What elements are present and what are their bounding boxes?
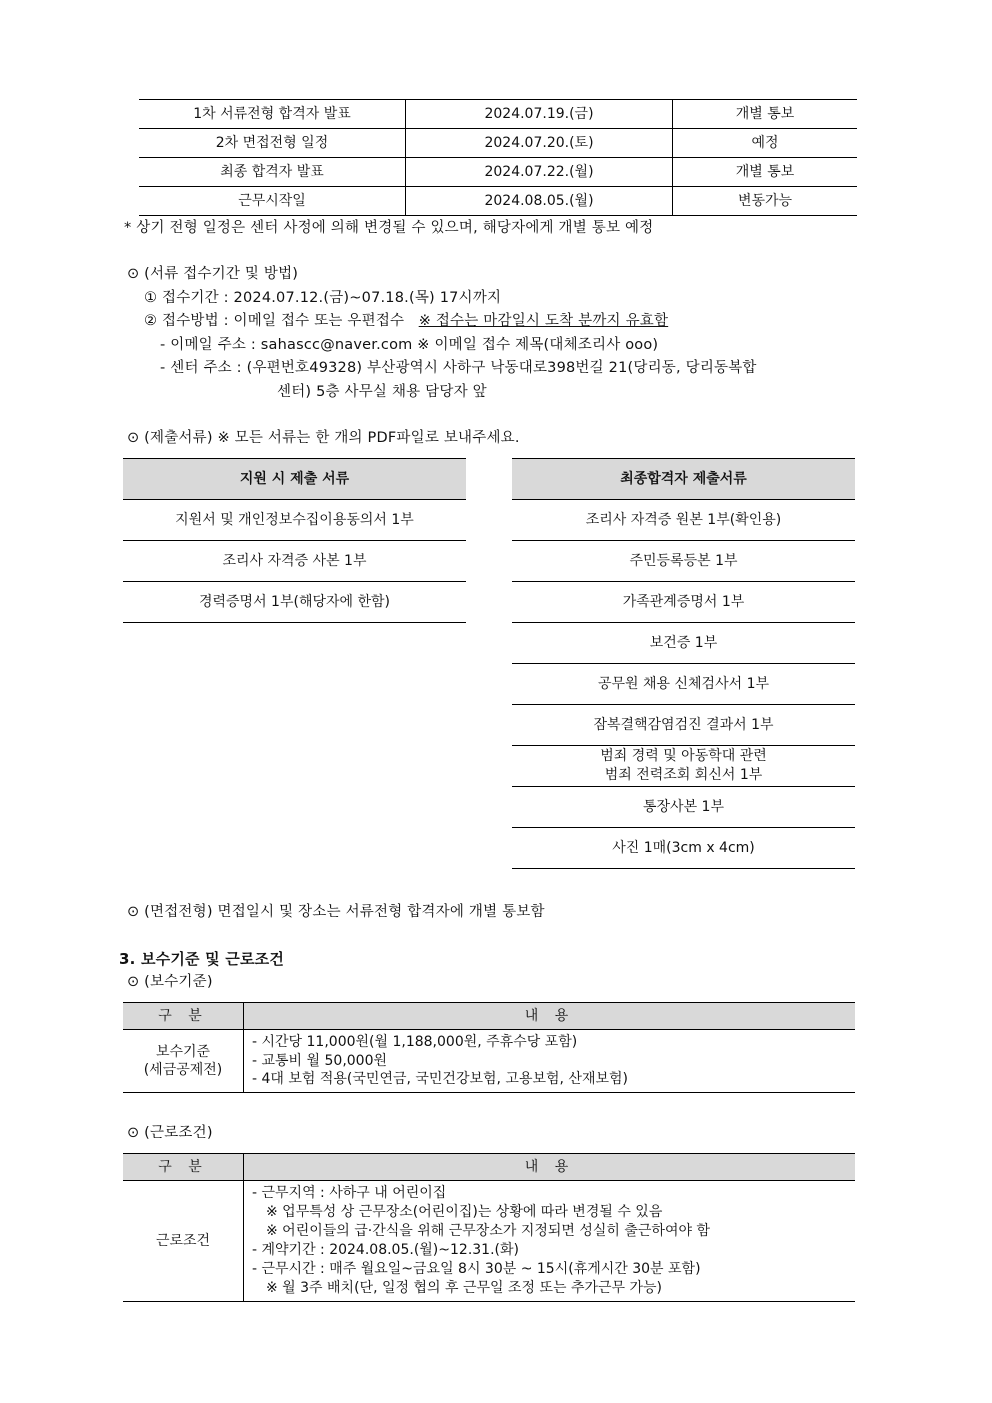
list-item: 조리사 자격증 원본 1부(확인용) xyxy=(512,500,855,541)
pay-category xyxy=(123,1030,244,1093)
list-item: 가족관계증명서 1부 xyxy=(512,582,855,623)
list-item xyxy=(512,746,855,787)
section-title: 3. 보수기준 및 근로조건 xyxy=(119,950,285,968)
schedule-step: 1차 서류전형 합격자 발표 xyxy=(139,100,406,129)
pay-item: - 4대 보험 적용(국민연금, 국민건강보험, 고용보험, 산재보험) xyxy=(252,1071,628,1088)
schedule-step: 2차 면접전형 일정 xyxy=(139,129,406,158)
schedule-footnote: * 상기 전형 일정은 센터 사정에 의해 변경될 수 있으며, 해당자에게 개별 통보 예정 xyxy=(124,220,654,236)
work-content xyxy=(244,1181,856,1302)
schedule-date: 2024.07.22.(월) xyxy=(406,158,673,187)
schedule-date: 2024.07.20.(토) xyxy=(406,129,673,158)
final-documents-list xyxy=(512,458,855,869)
pay-category-line: (세금공제전) xyxy=(143,1062,223,1078)
work-table xyxy=(123,1153,855,1302)
col-content: 내 용 xyxy=(244,1154,856,1181)
application-method-line xyxy=(144,312,668,331)
application-address-1: - 센터 주소 : (우편번호49328) 부산광역시 사하구 낙동대로398번길 21(당리동, 당리동복합 xyxy=(160,360,757,376)
work-item: - 계약기간 : 2024.08.05.(월)~12.31.(화) xyxy=(252,1242,519,1258)
documents-heading: ⊙ (제출서류) ※ 모든 서류는 한 개의 PDF파일로 보내주세요. xyxy=(127,430,520,446)
application-method-note: ※ 접수는 마감일시 도착 분까지 유효함 xyxy=(418,313,669,329)
schedule-note: 개별 통보 xyxy=(673,100,858,129)
work-item: ※ 업무특성 상 근무장소(어린이집)는 상황에 따라 변경될 수 있음 xyxy=(266,1204,663,1221)
table-row xyxy=(139,129,857,158)
application-email: - 이메일 주소 : sahascc@naver.com ※ 이메일 접수 제목(대체조리사 ooo) xyxy=(160,337,659,353)
apply-documents-list xyxy=(123,458,466,623)
application-period: ① 접수기간 : 2024.07.12.(금)~07.18.(목) 17시까지 xyxy=(144,290,502,306)
pay-item: - 시간당 11,000원(월 1,188,000원, 주휴수당 포함) xyxy=(252,1033,578,1050)
table-header-row xyxy=(123,1154,855,1181)
table-header-row xyxy=(123,1003,855,1030)
list-item: 공무원 채용 신체검사서 1부 xyxy=(512,664,855,705)
interview-note: ⊙ (면접전형) 면접일시 및 장소는 서류전형 합격자에 개별 통보함 xyxy=(127,904,545,920)
list-item: 지원서 및 개인정보수집이용동의서 1부 xyxy=(123,500,466,541)
list-item: 사진 1매(3cm x 4cm) xyxy=(512,828,855,869)
list-item: 경력증명서 1부(해당자에 한함) xyxy=(123,582,466,623)
list-item-line: 범죄 전력조회 회신서 1부 xyxy=(604,767,763,783)
application-address-2: 센터) 5층 사무실 채용 담당자 앞 xyxy=(277,384,487,400)
work-item: ※ 월 3주 배치(단, 일정 협의 후 근무일 조정 또는 추가근무 가능) xyxy=(266,1279,663,1296)
work-item: - 근무지역 : 사하구 내 어린이집 xyxy=(252,1185,447,1202)
col-content: 내 용 xyxy=(244,1003,856,1030)
apply-documents-header: 지원 시 제출 서류 xyxy=(123,458,466,500)
work-item: - 근무시간 : 매주 월요일~금요일 8시 30분 ~ 15시(휴게시간 30분 포함) xyxy=(252,1260,701,1277)
schedule-note: 변동가능 xyxy=(673,187,858,216)
list-item: 잠복결핵감염검진 결과서 1부 xyxy=(512,705,855,746)
pay-item: - 교통비 월 50,000원 xyxy=(252,1052,388,1069)
pay-category-line: 보수기준 xyxy=(155,1043,211,1060)
list-item: 통장사본 1부 xyxy=(512,787,855,828)
table-row xyxy=(139,100,857,129)
schedule-table xyxy=(139,99,857,216)
application-heading: ⊙ (서류 접수기간 및 방법) xyxy=(127,266,299,282)
list-item: 주민등록등본 1부 xyxy=(512,541,855,582)
schedule-date: 2024.08.05.(월) xyxy=(406,187,673,216)
schedule-note: 개별 통보 xyxy=(673,158,858,187)
application-method: ② 접수방법 : 이메일 접수 또는 우편접수 xyxy=(144,313,405,329)
col-category: 구 분 xyxy=(123,1154,244,1181)
table-row xyxy=(123,1030,855,1093)
col-category: 구 분 xyxy=(123,1003,244,1030)
list-item: 보건증 1부 xyxy=(512,623,855,664)
pay-table xyxy=(123,1002,855,1093)
work-category: 근로조건 xyxy=(123,1181,244,1302)
table-row xyxy=(139,187,857,216)
pay-content xyxy=(244,1030,856,1093)
list-item-line: 범죄 경력 및 아동학대 관련 xyxy=(600,748,767,765)
schedule-step: 최종 합격자 발표 xyxy=(139,158,406,187)
schedule-note: 예정 xyxy=(673,129,858,158)
schedule-date: 2024.07.19.(금) xyxy=(406,100,673,129)
work-heading: ⊙ (근로조건) xyxy=(127,1125,213,1141)
final-documents-header: 최종합격자 제출서류 xyxy=(512,458,855,500)
work-item: ※ 어린이들의 급·간식을 위해 근무장소가 지정되면 성실히 출근하여야 함 xyxy=(266,1223,710,1240)
schedule-step: 근무시작일 xyxy=(139,187,406,216)
table-row xyxy=(139,158,857,187)
pay-heading: ⊙ (보수기준) xyxy=(127,974,213,990)
list-item: 조리사 자격증 사본 1부 xyxy=(123,541,466,582)
table-row xyxy=(123,1181,855,1302)
